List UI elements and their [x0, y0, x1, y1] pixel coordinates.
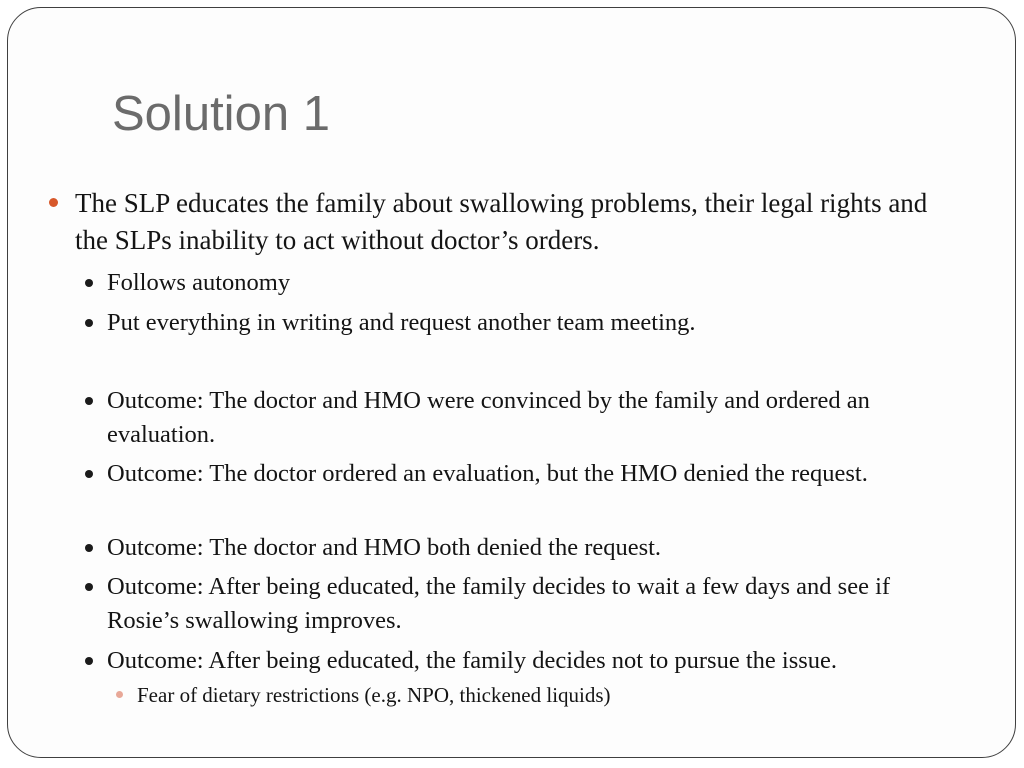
sub-bullet-item	[107, 306, 967, 340]
bullet-text: Put everything in writing and request another team meeting.	[107, 309, 696, 336]
bullet-dot-icon	[85, 279, 93, 287]
bullet-text: Outcome: After being educated, the family decides not to pursue the issue.	[107, 647, 838, 674]
sub-bullet-item	[107, 531, 967, 565]
bullet-dot-icon	[49, 198, 58, 207]
bullet-dot-icon	[85, 657, 93, 665]
bullet-text: Fear of dietary restrictions (e.g. NPO, thickened liquids)	[137, 683, 611, 707]
sub-bullet-item	[107, 457, 967, 491]
bullet-dot-icon	[85, 319, 93, 327]
slide-content	[8, 8, 1015, 757]
bullet-dot-icon	[85, 470, 93, 478]
bullet-item	[75, 185, 955, 259]
bullet-text: Follows autonomy	[107, 269, 291, 296]
bullet-text: Outcome: The doctor and HMO were convinced by the family and ordered an evaluation.	[107, 387, 870, 448]
bullet-text: Outcome: The doctor ordered an evaluation, but the HMO denied the request.	[107, 460, 868, 487]
bullet-dot-icon	[85, 544, 93, 552]
slide	[7, 7, 1016, 758]
bullet-text: Outcome: After being educated, the family decides to wait a few days and see if Rosie’s swallowing improves.	[107, 573, 891, 634]
bullet-dot-icon	[85, 397, 93, 405]
sub-bullet-item	[107, 570, 967, 638]
bullet-text: The SLP educates the family about swallowing problems, their legal rights and the SLPs inability to act without doctor’s orders.	[75, 188, 928, 255]
sub-bullet-item	[107, 384, 967, 452]
bullet-dot-icon	[116, 691, 123, 698]
sub-bullet-item	[107, 644, 967, 678]
slide-title: Solution 1	[112, 87, 330, 141]
sub-bullet-item	[107, 266, 967, 300]
bullet-text: Outcome: The doctor and HMO both denied the request.	[107, 534, 662, 561]
bullet-dot-icon	[85, 583, 93, 591]
sub-sub-bullet-item	[137, 681, 957, 709]
